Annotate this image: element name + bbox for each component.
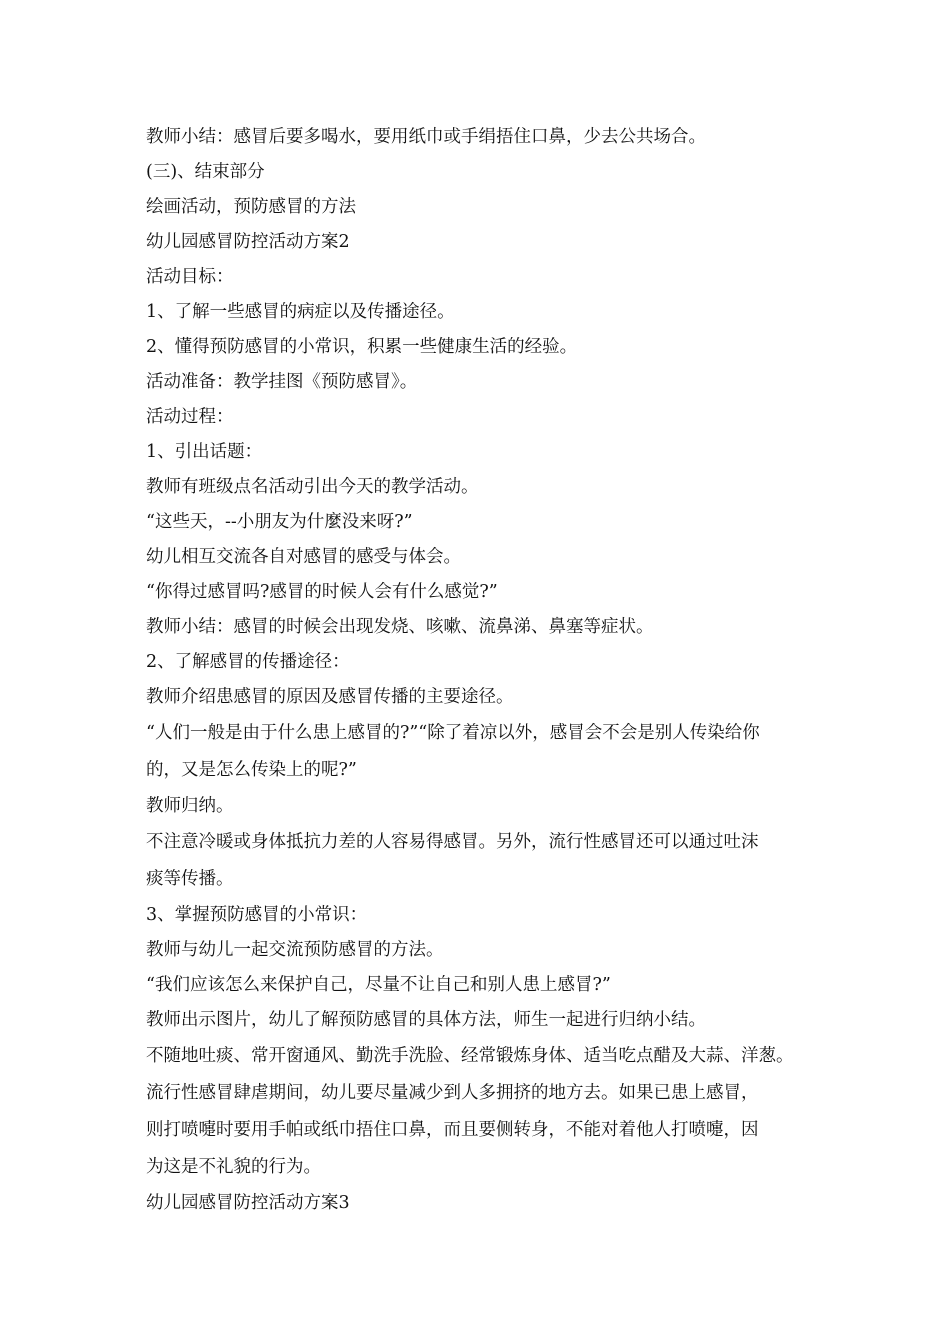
- section-title: 幼儿园感冒防控活动方案3: [146, 1193, 350, 1213]
- text-line: 活动准备：教学挂图《预防感冒》。: [146, 372, 418, 392]
- text-line: 教师出示图片，幼儿了解预防感冒的具体方法，师生一起进行归纳小结。: [146, 1010, 706, 1030]
- text-line: 教师小结：感冒的时候会出现发烧、咳嗽、流鼻涕、鼻塞等症状。: [146, 617, 654, 637]
- list-item: 3、掌握预防感冒的小常识：: [146, 905, 368, 925]
- text-line: 为这是不礼貌的行为。: [146, 1157, 321, 1177]
- text-line: 不随地吐痰、常开窗通风、勤洗手洗脸、经常锻炼身体、适当吃点醋及大蒜、洋葱。: [146, 1046, 794, 1066]
- section-heading: 活动目标：: [146, 267, 234, 287]
- list-item: 1、了解一些感冒的病症以及传播途径。: [146, 302, 455, 322]
- text-line: 教师归纳。: [146, 796, 234, 816]
- list-item: 1、引出话题：: [146, 442, 263, 462]
- text-line: 教师有班级点名活动引出今天的教学活动。: [146, 477, 479, 497]
- section-heading: (三)、结束部分: [146, 162, 265, 182]
- quote-line: “人们一般是由于什么患上感冒的?”“除了着凉以外，感冒会不会是别人传染给你: [146, 723, 760, 743]
- text-line: 幼儿相互交流各自对感冒的感受与体会。: [146, 547, 461, 567]
- text-line: 则打喷嚏时要用手帕或纸巾捂住口鼻，而且要侧转身，不能对着他人打喷嚏，因: [146, 1120, 759, 1140]
- text-line: 教师小结：感冒后要多喝水，要用纸巾或手绢捂住口鼻，少去公共场合。: [146, 127, 706, 147]
- quote-line: 的，又是怎么传染上的呢?”: [146, 760, 357, 780]
- text-line: 痰等传播。: [146, 869, 234, 889]
- text-line: 教师与幼儿一起交流预防感冒的方法。: [146, 940, 444, 960]
- section-title: 幼儿园感冒防控活动方案2: [146, 232, 350, 252]
- document-body: [146, 120, 814, 1221]
- text-line: 流行性感冒肆虐期间，幼儿要尽量减少到人多拥挤的地方去。如果已患上感冒，: [146, 1083, 759, 1103]
- text-line: 绘画活动，预防感冒的方法: [146, 197, 356, 217]
- quote-line: “你得过感冒吗?感冒的时候人会有什么感觉?”: [146, 582, 498, 602]
- list-item: 2、了解感冒的传播途径：: [146, 652, 350, 672]
- section-heading: 活动过程：: [146, 407, 234, 427]
- quote-line: “我们应该怎么来保护自己，尽量不让自己和别人患上感冒?”: [146, 975, 611, 995]
- list-item: 2、懂得预防感冒的小常识，积累一些健康生活的经验。: [146, 337, 578, 357]
- quote-line: “这些天，--小朋友为什麼没来呀?”: [146, 512, 413, 532]
- text-line: 教师介绍患感冒的原因及感冒传播的主要途径。: [146, 687, 514, 707]
- text-line: 不注意冷暖或身体抵抗力差的人容易得感冒。另外，流行性感冒还可以通过吐沫: [146, 832, 759, 852]
